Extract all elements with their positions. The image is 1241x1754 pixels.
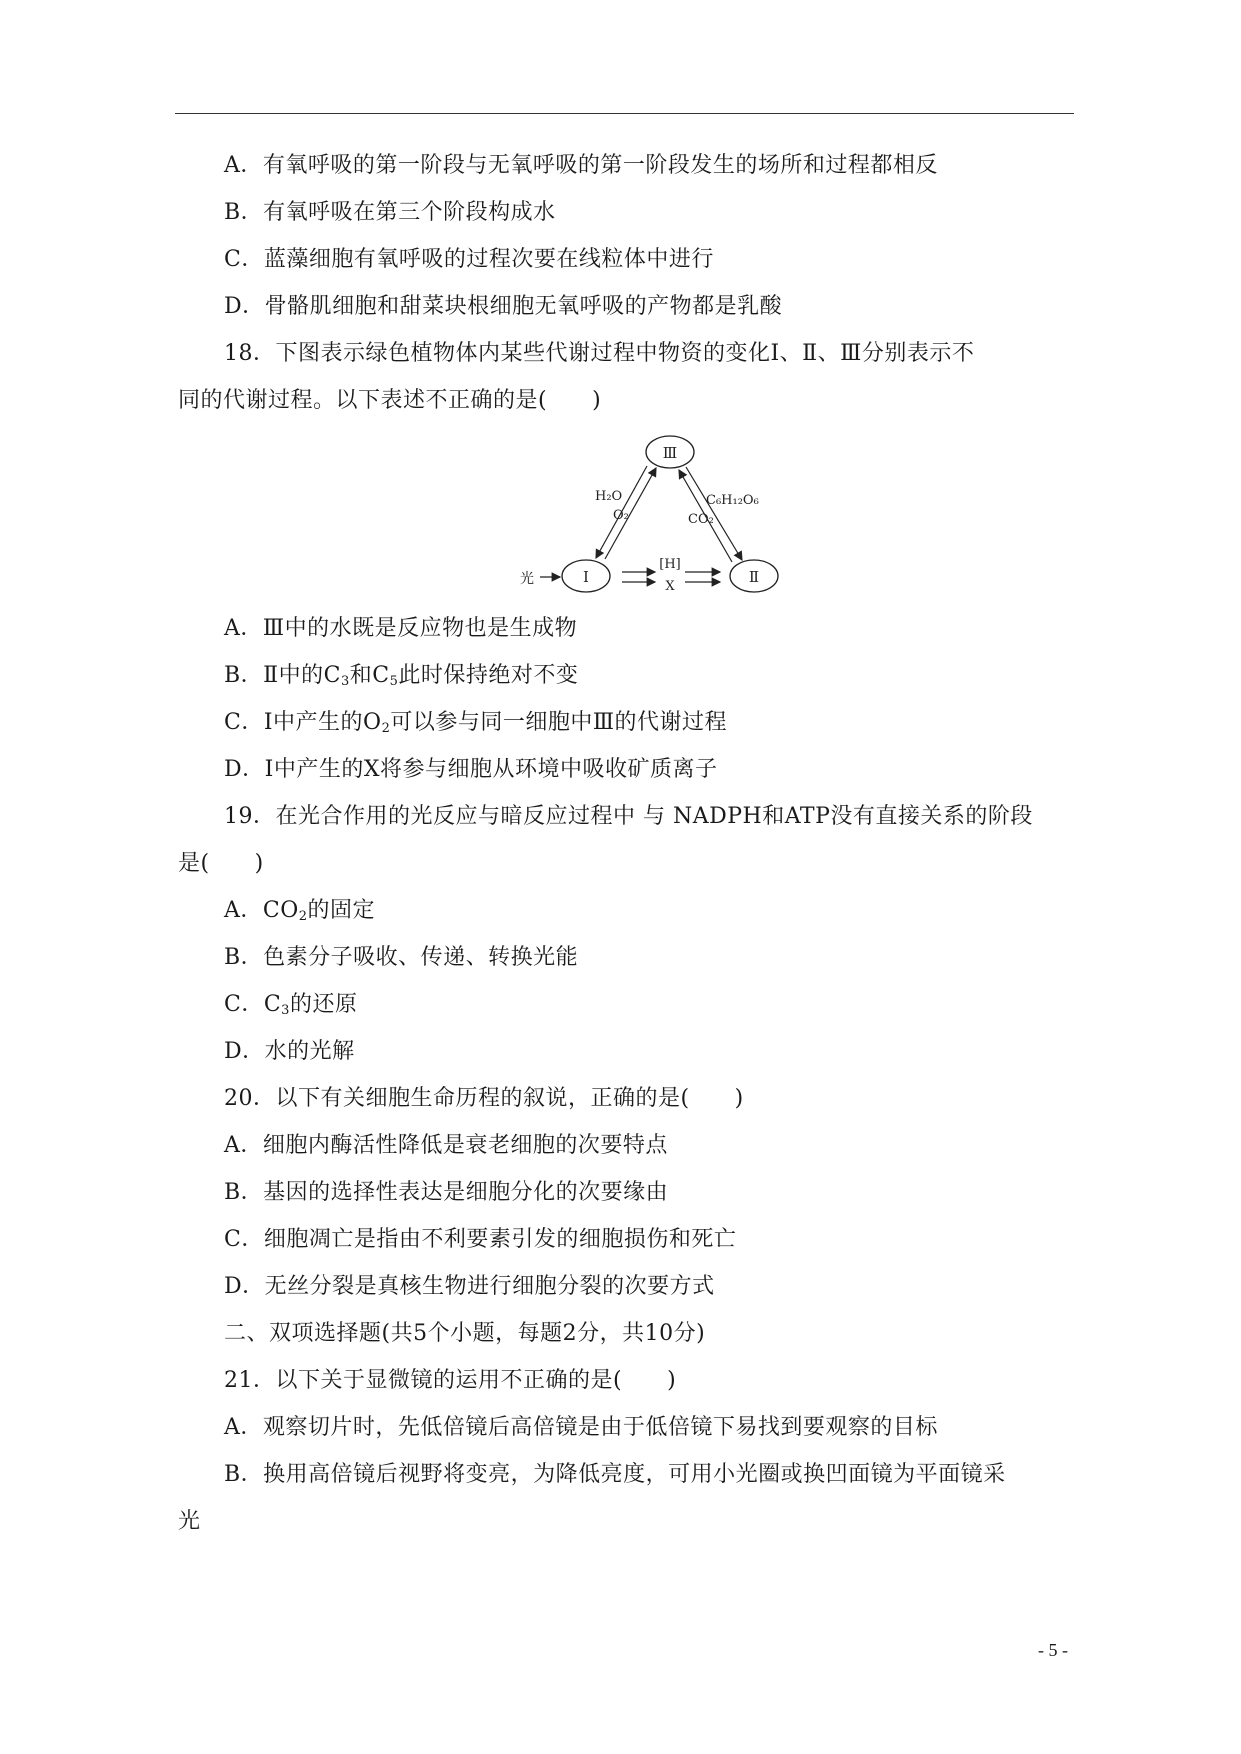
q19-option-a: A．$CO_2$的固定: [224, 898, 376, 924]
node-3-label: Ⅲ: [662, 444, 678, 462]
o2-label: O₂: [613, 508, 629, 523]
node-1-label: Ⅰ: [583, 568, 589, 586]
q20-option-c: C．细胞凋亡是指由不利要素引发的细胞损伤和死亡: [224, 1227, 737, 1252]
q19-stem-line2: 是( ): [178, 851, 264, 876]
q17-option-c: C．蓝藻细胞有氧呼吸的过程次要在线粒体中进行: [224, 247, 714, 272]
q19-stem-line1: 19．在光合作用的光反应与暗反应过程中 与 NADPH和ATP没有直接关系的阶段: [224, 804, 1033, 829]
header-rule: [175, 113, 1074, 114]
nadph-label: [H]: [659, 557, 681, 572]
h2o-label: H₂O: [595, 489, 623, 504]
q21-stem: 21．以下关于显微镜的运用不正确的是( ): [224, 1368, 677, 1393]
q17-option-d: D．骨骼肌细胞和甜菜块根细胞无氧呼吸的产物都是乳酸: [224, 294, 783, 319]
q17-option-a: A．有氧呼吸的第一阶段与无氧呼吸的第一阶段发生的场所和过程都相反: [224, 153, 938, 178]
q18-option-a: A．Ⅲ中的水既是反应物也是生成物: [224, 616, 578, 641]
q18-option-b: B．Ⅱ中的$C_3$和$C_5$此时保持绝对不变: [224, 663, 579, 689]
q19-option-c: C．$C_3$的还原: [224, 992, 358, 1018]
q20-option-b: B．基因的选择性表达是细胞分化的次要缘由: [224, 1180, 669, 1205]
page-number: - 5 -: [1038, 1640, 1068, 1660]
q21-option-b-line2: 光: [178, 1509, 201, 1534]
q21-option-a: A．观察切片时，先低倍镜后高倍镜是由于低倍镜下易找到要观察的目标: [224, 1415, 938, 1440]
metabolism-diagram: [510, 430, 780, 600]
node-2-label: Ⅱ: [748, 568, 760, 586]
glucose-label: C₆H₁₂O₆: [706, 493, 759, 508]
q18-option-d: D．Ⅰ中产生的X将参与细胞从环境中吸收矿质离子: [224, 757, 718, 782]
q18-stem-line2: 同的代谢过程。以下表述不正确的是( ): [178, 388, 602, 413]
q19-option-d: D．水的光解: [224, 1039, 355, 1064]
section-2-heading: 二、双项选择题(共5个小题，每题2分，共10分): [224, 1321, 706, 1346]
q17-option-b: B．有氧呼吸在第三个阶段构成水: [224, 200, 556, 225]
q20-option-d: D．无丝分裂是真核生物进行细胞分裂的次要方式: [224, 1274, 715, 1299]
x-label: X: [665, 579, 675, 594]
light-label: 光: [520, 571, 534, 587]
co2-label: CO₂: [688, 512, 714, 527]
q19-option-b: B．色素分子吸收、传递、转换光能: [224, 945, 579, 970]
q18-option-c: C．Ⅰ中产生的$O_2$可以参与同一细胞中Ⅲ的代谢过程: [224, 710, 728, 736]
q18-stem-line1: 18．下图表示绿色植物体内某些代谢过程中物资的变化Ⅰ、Ⅱ、Ⅲ分别表示不: [224, 341, 975, 366]
q20-option-a: A．细胞内酶活性降低是衰老细胞的次要特点: [224, 1133, 668, 1158]
q20-stem: 20．以下有关细胞生命历程的叙说，正确的是( ): [224, 1086, 744, 1111]
q21-option-b-line1: B．换用高倍镜后视野将变亮，为降低亮度，可用小光圈或换凹面镜为平面镜采: [224, 1462, 1006, 1487]
